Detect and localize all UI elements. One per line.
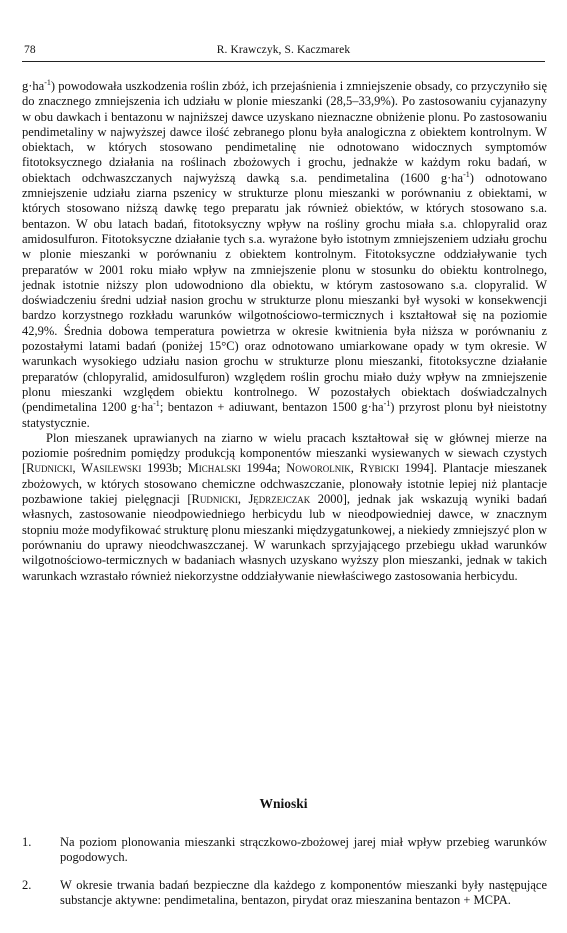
superscript: -1	[44, 77, 51, 87]
paragraph-2: Plon mieszanek uprawianych na ziarno w wielu pracach kształtował się w głównej mierze na poziomie pośrednim pomiędzy produkcją komponentów mieszanki wysiewanych w siewach czystych [Rudnicki, Wasilewski 1993b; Michalski 1994a; Noworolnik, Rybicki 1994]. Plantacje mieszanek zbożowych, w których stosowano chemiczne odchwaszczanie, plonowały istotnie lepiej niż plantacje pozbawione takiej pielęgnacji [Rudnicki, Jędrzejczak 2000], jednak jak wskazują wyniki badań własnych, zastosowanie nieodpowiedniego herbicydu lub w nieodpowiedniej dawce, w znacznym stopniu może modyfikować strukturę plonu mieszanki międzygatunkowej, a niekiedy zmniejszyć plon w porównaniu do uprawy nieodchwaszczanej. W warunkach sprzyjającego przebiegu układ warunków wilgotnościowo-termicznych w badaniach własnych uzyskano wyższy plon mieszanki, jednak w takich warunkach wzrastało również niekorzystne oddziaływanie niewłaściwego zastosowania herbicydu.	[22, 430, 547, 583]
conclusion-number: 2.	[22, 878, 32, 892]
citation-author: Rudnicki, Jędrzejczak	[191, 492, 311, 507]
superscript: -1	[463, 169, 470, 179]
conclusion-number: 1.	[22, 835, 32, 849]
page-number: 78	[24, 44, 36, 56]
running-title: R. Krawczyk, S. Kaczmarek	[216, 44, 351, 56]
conclusion-text: W okresie trwania badań bezpieczne dla każdego z komponentów mieszanki były następujące substancje aktywne: pendimetalina, bentazon, pirydat oraz mieszanina bentazon + MCPA.	[60, 878, 547, 908]
citation-author: Rudnicki, Wasilewski	[26, 461, 142, 476]
citation-author: Noworolnik, Rybicki	[286, 461, 399, 476]
header-rule	[22, 61, 545, 62]
paragraph-1: $g\cdot ha^{-1}$) powodowała uszkodzenia roślin zbóż, ich przejaśnienia i zmniejszenie obsady, co przyczyniło się do znacznego zmniejszenia ich udziału w plonie mieszanki (28,5–33,9%). Po zastosowaniu cyjanazyny w obu dawkach i bentazonu w najniższej dawce uzyskano nieznaczne obniżenie plonu. Po zastosowaniu pendimetaliny w najwyższej dawce ilość zebranego plonu była analogiczna z obiektem kontrolnym. W obiektach, w których stosowano pendimetalinę nie odnotowano widocznych symptomów fitotoksycznego działania na roślinach zbożowych i grochu, jednakże w każdym roku badań, w obiektach odchwaszczanych najwyższą dawką s.a. pendimetalina (1600 $g\cdot ha^{-1}$) odnotowano zmniejszenie udziału ziarna pszenicy w strukturze plonu mieszanki w porównaniu z obiektami, w których stosowano niższą dawkę tego preparatu jak również obiektów, w których stosowano s.a. bentazon. W obu latach badań, fitotoksyczny wpływ na rośliny grochu miała s.a. chlopyralid oraz amidosulfuron. Fitotoksyczne działanie tych s.a. wyrażone było istotnym zmniejszeniem udziału grochu w plonie mieszanki w porównaniu z obiektem kontrolnym. Fitotoksyczne oddziaływanie tych preparatów w 2001 roku miało wpływ na zmniejszenie plonu w stosunku do obiektu kontrolnego, jednak istotnie niższy plon udowodniono dla obiektu, w którym zastosowano s.a. clopyralid. W doświadczeniu średni udział nasion grochu w strukturze plonu mieszanki był wysoki w konsekwencji bardzo korzystnego rozkładu warunków wilgotnościowo-termicznych i kształtował się na poziomie 42,9%. Średnia dobowa temperatura powietrza w okresie kwitnienia była niższa w porównaniu z pozostałymi latami badań (poniżej 15°C) oraz odnotowano umiarkowane opady w tym okresie. W warunkach wysokiego udziału nasion grochu w strukturze plonu mieszanki, fitotoksyczne działanie preparatów (chlopyralid, amidosulfuron) względem roślin grochu miało duży wpływ na zmniejszenie plonu mieszanki względem obiektu kontrolnego. W pozostałych obiektach doświadczalnych (pendimetalina 1200 $g\cdot ha^{-1}$; bentazon + adiuwant, bentazon 1500 $g\cdot ha^{-1}$) przyrost plonu był nieistotny statystycznie.	[22, 77, 547, 430]
section-heading: Wnioski	[259, 796, 308, 811]
body-text	[22, 79, 547, 584]
conclusion-item	[22, 878, 547, 909]
superscript: -1	[383, 399, 391, 409]
conclusion-item	[22, 835, 547, 866]
superscript: -1	[153, 399, 160, 409]
conclusion-text: Na poziom plonowania mieszanki strączkowo-zbożowej jarej miał wpływ przebieg warunków pogodowych.	[60, 835, 547, 865]
citation-author: Michalski	[187, 461, 241, 476]
